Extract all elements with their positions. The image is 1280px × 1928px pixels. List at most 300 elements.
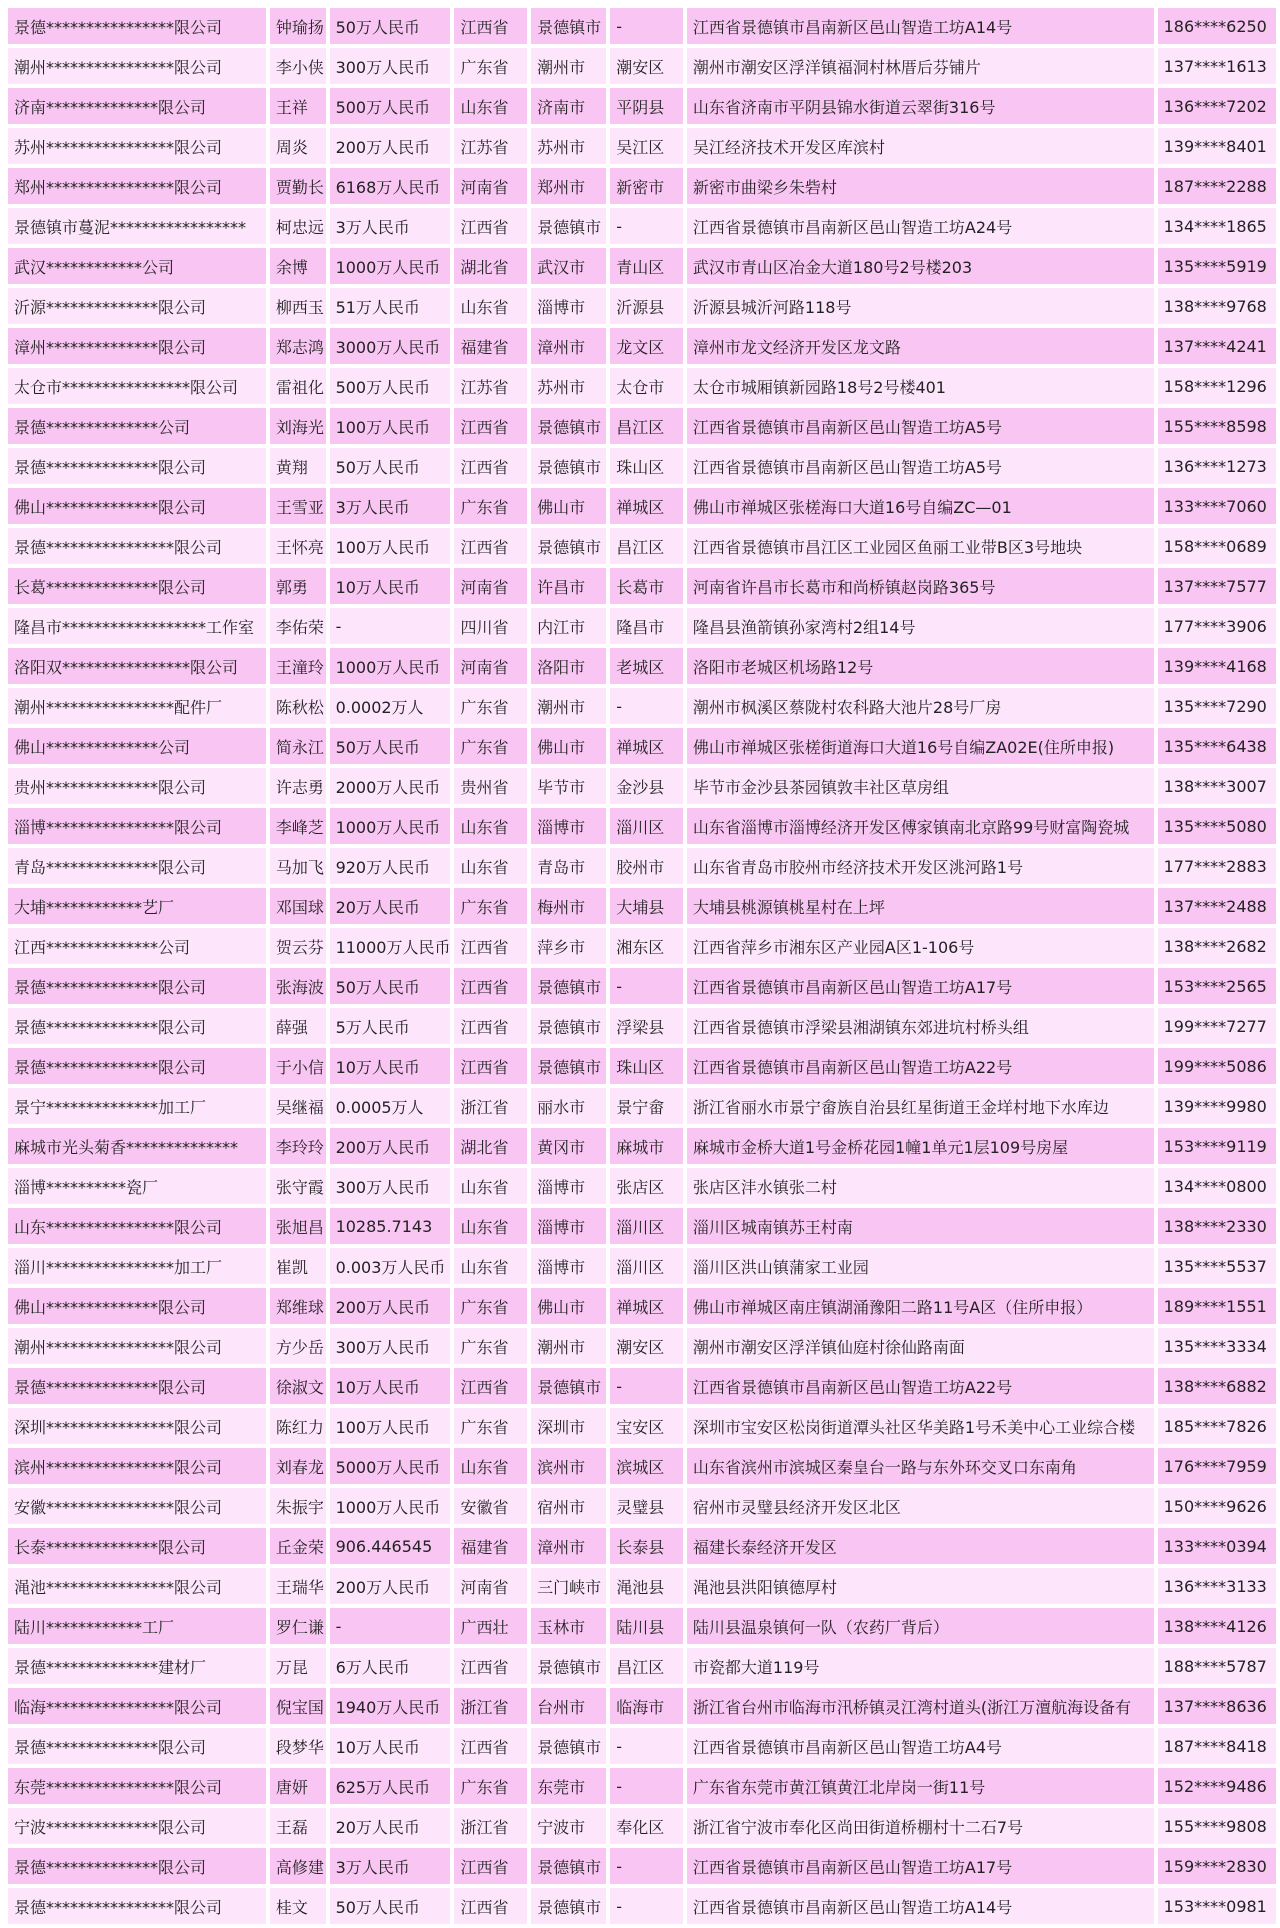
company-name-cell: 山东****************限公司 [8, 1208, 266, 1244]
province-cell: 山东省 [454, 288, 527, 324]
legal-rep-cell: 贺云芬 [270, 928, 326, 964]
district-cell: 青山区 [610, 248, 683, 284]
district-cell: 灵璧县 [610, 1488, 683, 1524]
legal-rep-cell: 张守霞 [270, 1168, 326, 1204]
company-name-cell: 淄博****************限公司 [8, 808, 266, 844]
company-name-cell: 郑州****************限公司 [8, 168, 266, 204]
district-cell: 陆川县 [610, 1608, 683, 1644]
district-cell: 昌江区 [610, 1648, 683, 1684]
district-cell: 浮梁县 [610, 1008, 683, 1044]
phone-cell: 133****7060 [1158, 488, 1276, 524]
district-cell: 渑池县 [610, 1568, 683, 1604]
district-cell: - [610, 8, 683, 44]
province-cell: 广东省 [454, 48, 527, 84]
province-cell: 广东省 [454, 1408, 527, 1444]
district-cell: 奉化区 [610, 1808, 683, 1844]
city-cell: 黄冈市 [531, 1128, 606, 1164]
province-cell: 江西省 [454, 1008, 527, 1044]
company-name-cell: 贵州**************限公司 [8, 768, 266, 804]
legal-rep-cell: 刘海光 [270, 408, 326, 444]
city-cell: 潮州市 [531, 1328, 606, 1364]
city-cell: 淄博市 [531, 288, 606, 324]
province-cell: 山东省 [454, 1448, 527, 1484]
phone-cell: 153****0981 [1158, 1888, 1276, 1924]
address-cell: 江西省景德镇市昌南新区邑山智造工坊A5号 [687, 448, 1154, 484]
district-cell: 昌江区 [610, 408, 683, 444]
table-row [8, 1688, 1276, 1724]
phone-cell: 139****8401 [1158, 128, 1276, 164]
city-cell: 景德镇市 [531, 1368, 606, 1404]
company-name-cell: 潮州****************配件厂 [8, 688, 266, 724]
address-cell: 太仓市城厢镇新园路18号2号楼401 [687, 368, 1154, 404]
province-cell: 广东省 [454, 1288, 527, 1324]
province-cell: 河南省 [454, 1568, 527, 1604]
phone-cell: 137****8636 [1158, 1688, 1276, 1724]
registered-capital-cell: 0.0005万人 [330, 1088, 451, 1124]
district-cell: 禅城区 [610, 728, 683, 764]
city-cell: 景德镇市 [531, 408, 606, 444]
address-cell: 佛山市禅城区张槎街道海口大道16号自编ZA02E(住所申报) [687, 728, 1154, 764]
district-cell: 珠山区 [610, 448, 683, 484]
company-name-cell: 景德****************限公司 [8, 8, 266, 44]
table-row [8, 1888, 1276, 1924]
legal-rep-cell: 薛强 [270, 1008, 326, 1044]
district-cell: - [610, 1768, 683, 1804]
registered-capital-cell: 3万人民币 [330, 1848, 451, 1884]
address-cell: 潮州市潮安区浮洋镇福洞村林厝后芬铺片 [687, 48, 1154, 84]
company-name-cell: 景宁**************加工厂 [8, 1088, 266, 1124]
registered-capital-cell: 10万人民币 [330, 1368, 451, 1404]
registered-capital-cell: 10万人民币 [330, 568, 451, 604]
address-cell: 江西省景德镇市昌南新区邑山智造工坊A14号 [687, 8, 1154, 44]
province-cell: 山东省 [454, 848, 527, 884]
phone-cell: 155****8598 [1158, 408, 1276, 444]
province-cell: 福建省 [454, 1528, 527, 1564]
registered-capital-cell: 300万人民币 [330, 48, 451, 84]
province-cell: 江西省 [454, 928, 527, 964]
legal-rep-cell: 贾勤长 [270, 168, 326, 204]
phone-cell: 138****6882 [1158, 1368, 1276, 1404]
table-row [8, 1368, 1276, 1404]
district-cell: 淄川区 [610, 1248, 683, 1284]
company-name-cell: 宁波**************限公司 [8, 1808, 266, 1844]
registered-capital-cell: 6168万人民币 [330, 168, 451, 204]
table-row [8, 1088, 1276, 1124]
city-cell: 台州市 [531, 1688, 606, 1724]
province-cell: 湖北省 [454, 248, 527, 284]
company-name-cell: 滨州****************限公司 [8, 1448, 266, 1484]
table-row [8, 408, 1276, 444]
registered-capital-cell: 1000万人民币 [330, 808, 451, 844]
address-cell: 江西省景德镇市昌江区工业园区鱼丽工业带B区3号地块 [687, 528, 1154, 564]
city-cell: 景德镇市 [531, 8, 606, 44]
province-cell: 江西省 [454, 1728, 527, 1764]
table-row [8, 488, 1276, 524]
province-cell: 浙江省 [454, 1688, 527, 1724]
address-cell: 漳州市龙文经济开发区龙文路 [687, 328, 1154, 364]
province-cell: 江西省 [454, 208, 527, 244]
phone-cell: 153****2565 [1158, 968, 1276, 1004]
address-cell: 宿州市灵璧县经济开发区北区 [687, 1488, 1154, 1524]
registered-capital-cell: 500万人民币 [330, 368, 451, 404]
phone-cell: 189****1551 [1158, 1288, 1276, 1324]
registered-capital-cell: 3000万人民币 [330, 328, 451, 364]
district-cell: 新密市 [610, 168, 683, 204]
district-cell: 潮安区 [610, 48, 683, 84]
address-cell: 江西省景德镇市昌南新区邑山智造工坊A22号 [687, 1048, 1154, 1084]
district-cell: 大埔县 [610, 888, 683, 924]
registered-capital-cell: 3万人民币 [330, 208, 451, 244]
legal-rep-cell: 钟瑜扬 [270, 8, 326, 44]
province-cell: 山东省 [454, 808, 527, 844]
table-row [8, 1328, 1276, 1364]
phone-cell: 138****3007 [1158, 768, 1276, 804]
registered-capital-cell: 10万人民币 [330, 1048, 451, 1084]
legal-rep-cell: 周炎 [270, 128, 326, 164]
phone-cell: 137****1613 [1158, 48, 1276, 84]
city-cell: 潮州市 [531, 688, 606, 724]
table-row [8, 1808, 1276, 1844]
district-cell: - [610, 968, 683, 1004]
province-cell: 湖北省 [454, 1128, 527, 1164]
city-cell: 漳州市 [531, 1528, 606, 1564]
legal-rep-cell: 王祥 [270, 88, 326, 124]
city-cell: 宿州市 [531, 1488, 606, 1524]
phone-cell: 137****4241 [1158, 328, 1276, 364]
phone-cell: 136****1273 [1158, 448, 1276, 484]
phone-cell: 199****7277 [1158, 1008, 1276, 1044]
province-cell: 河南省 [454, 648, 527, 684]
district-cell: 平阴县 [610, 88, 683, 124]
city-cell: 宁波市 [531, 1808, 606, 1844]
address-cell: 江西省景德镇市昌南新区邑山智造工坊A14号 [687, 1888, 1154, 1924]
legal-rep-cell: 罗仁谦 [270, 1608, 326, 1644]
legal-rep-cell: 刘春龙 [270, 1448, 326, 1484]
city-cell: 内江市 [531, 608, 606, 644]
address-cell: 江西省景德镇市昌南新区邑山智造工坊A5号 [687, 408, 1154, 444]
city-cell: 景德镇市 [531, 1648, 606, 1684]
registered-capital-cell: 50万人民币 [330, 1888, 451, 1924]
company-name-cell: 景德**************限公司 [8, 968, 266, 1004]
registered-capital-cell: 920万人民币 [330, 848, 451, 884]
table-row [8, 928, 1276, 964]
city-cell: 漳州市 [531, 328, 606, 364]
district-cell: 淄川区 [610, 808, 683, 844]
legal-rep-cell: 唐妍 [270, 1768, 326, 1804]
district-cell: 太仓市 [610, 368, 683, 404]
address-cell: 市瓷都大道119号 [687, 1648, 1154, 1684]
address-cell: 山东省滨州市滨城区秦皇台一路与东外环交叉口东南角 [687, 1448, 1154, 1484]
address-cell: 沂源县城沂河路118号 [687, 288, 1154, 324]
registered-capital-cell: 50万人民币 [330, 448, 451, 484]
district-cell: 长泰县 [610, 1528, 683, 1564]
address-cell: 江西省景德镇市昌南新区邑山智造工坊A22号 [687, 1368, 1154, 1404]
district-cell: 老城区 [610, 648, 683, 684]
phone-cell: 139****9980 [1158, 1088, 1276, 1124]
city-cell: 景德镇市 [531, 208, 606, 244]
table-row [8, 1568, 1276, 1604]
city-cell: 许昌市 [531, 568, 606, 604]
phone-cell: 137****7577 [1158, 568, 1276, 604]
company-name-cell: 漳州**************限公司 [8, 328, 266, 364]
province-cell: 江西省 [454, 408, 527, 444]
city-cell: 淄博市 [531, 808, 606, 844]
legal-rep-cell: 简永江 [270, 728, 326, 764]
address-cell: 河南省许昌市长葛市和尚桥镇赵岗路365号 [687, 568, 1154, 604]
company-name-cell: 景德**************限公司 [8, 1728, 266, 1764]
legal-rep-cell: 李峰芝 [270, 808, 326, 844]
registered-capital-cell: 625万人民币 [330, 1768, 451, 1804]
address-cell: 淄川区洪山镇蒲家工业园 [687, 1248, 1154, 1284]
province-cell: 四川省 [454, 608, 527, 644]
company-name-cell: 景德**************建材厂 [8, 1648, 266, 1684]
address-cell: 深圳市宝安区松岗街道潭头社区华美路1号禾美中心工业综合楼 [687, 1408, 1154, 1444]
legal-rep-cell: 丘金荣 [270, 1528, 326, 1564]
company-name-cell: 渑池****************限公司 [8, 1568, 266, 1604]
table-row [8, 288, 1276, 324]
phone-cell: 137****2488 [1158, 888, 1276, 924]
registered-capital-cell: 2000万人民币 [330, 768, 451, 804]
legal-rep-cell: 陈红力 [270, 1408, 326, 1444]
address-cell: 佛山市禅城区张槎海口大道16号自编ZC—01 [687, 488, 1154, 524]
table-row [8, 1608, 1276, 1644]
phone-cell: 158****1296 [1158, 368, 1276, 404]
legal-rep-cell: 柯忠远 [270, 208, 326, 244]
legal-rep-cell: 许志勇 [270, 768, 326, 804]
phone-cell: 135****5080 [1158, 808, 1276, 844]
district-cell: 禅城区 [610, 488, 683, 524]
legal-rep-cell: 郑维球 [270, 1288, 326, 1324]
city-cell: 景德镇市 [531, 1848, 606, 1884]
table-row [8, 688, 1276, 724]
address-cell: 山东省济南市平阴县锦水街道云翠街316号 [687, 88, 1154, 124]
city-cell: 济南市 [531, 88, 606, 124]
legal-rep-cell: 郑志鸿 [270, 328, 326, 364]
company-name-cell: 大埔************艺厂 [8, 888, 266, 924]
phone-cell: 188****5787 [1158, 1648, 1276, 1684]
address-cell: 浙江省台州市临海市汛桥镇灵江湾村道头(浙江万澶航海设备有 [687, 1688, 1154, 1724]
district-cell: 沂源县 [610, 288, 683, 324]
registered-capital-cell: 50万人民币 [330, 968, 451, 1004]
registered-capital-cell: 906.446545 [330, 1528, 451, 1564]
district-cell: - [610, 208, 683, 244]
company-name-cell: 武汉************公司 [8, 248, 266, 284]
phone-cell: 135****5919 [1158, 248, 1276, 284]
registered-capital-cell: 1000万人民币 [330, 1488, 451, 1524]
phone-cell: 152****9486 [1158, 1768, 1276, 1804]
address-cell: 吴江经济技术开发区库滨村 [687, 128, 1154, 164]
address-cell: 浙江省宁波市奉化区尚田街道桥棚村十二石7号 [687, 1808, 1154, 1844]
phone-cell: 150****9626 [1158, 1488, 1276, 1524]
address-cell: 江西省景德镇市昌南新区邑山智造工坊A17号 [687, 968, 1154, 1004]
address-cell: 江西省景德镇市昌南新区邑山智造工坊A17号 [687, 1848, 1154, 1884]
legal-rep-cell: 王潼玲 [270, 648, 326, 684]
table-row [8, 1848, 1276, 1884]
district-cell: - [610, 688, 683, 724]
legal-rep-cell: 邓国球 [270, 888, 326, 924]
legal-rep-cell: 于小信 [270, 1048, 326, 1084]
company-name-cell: 景德****************限公司 [8, 528, 266, 564]
registered-capital-cell: 3万人民币 [330, 488, 451, 524]
phone-cell: 138****9768 [1158, 288, 1276, 324]
table-row [8, 1528, 1276, 1564]
table-row [8, 328, 1276, 364]
phone-cell: 133****0394 [1158, 1528, 1276, 1564]
province-cell: 贵州省 [454, 768, 527, 804]
legal-rep-cell: 郭勇 [270, 568, 326, 604]
district-cell: 淄川区 [610, 1208, 683, 1244]
address-cell: 福建长泰经济开发区 [687, 1528, 1154, 1564]
address-cell: 江西省景德镇市昌南新区邑山智造工坊A4号 [687, 1728, 1154, 1764]
company-name-cell: 景德**************限公司 [8, 448, 266, 484]
address-cell: 陆川县温泉镇何一队（农药厂背后） [687, 1608, 1154, 1644]
registered-capital-cell: 300万人民币 [330, 1328, 451, 1364]
province-cell: 山东省 [454, 88, 527, 124]
legal-rep-cell: 王雪亚 [270, 488, 326, 524]
district-cell: - [610, 1728, 683, 1764]
district-cell: 珠山区 [610, 1048, 683, 1084]
address-cell: 淄川区城南镇苏王村南 [687, 1208, 1154, 1244]
legal-rep-cell: 柳西玉 [270, 288, 326, 324]
legal-rep-cell: 万昆 [270, 1648, 326, 1684]
phone-cell: 185****7826 [1158, 1408, 1276, 1444]
company-name-cell: 景德****************限公司 [8, 1888, 266, 1924]
table-row [8, 1008, 1276, 1044]
registered-capital-cell: 1000万人民币 [330, 648, 451, 684]
table-row [8, 1248, 1276, 1284]
company-name-cell: 麻城市光头菊香************** [8, 1128, 266, 1164]
table-row [8, 248, 1276, 284]
legal-rep-cell: 黄翔 [270, 448, 326, 484]
city-cell: 淄博市 [531, 1248, 606, 1284]
company-name-cell: 佛山**************公司 [8, 728, 266, 764]
city-cell: 郑州市 [531, 168, 606, 204]
address-cell: 山东省青岛市胶州市经济技术开发区洮河路1号 [687, 848, 1154, 884]
table-row [8, 768, 1276, 804]
district-cell: 吴江区 [610, 128, 683, 164]
city-cell: 景德镇市 [531, 1888, 606, 1924]
province-cell: 江西省 [454, 968, 527, 1004]
registered-capital-cell: - [330, 608, 451, 644]
district-cell: - [610, 1368, 683, 1404]
district-cell: 龙文区 [610, 328, 683, 364]
company-name-cell: 淄博**********瓷厂 [8, 1168, 266, 1204]
registered-capital-cell: 100万人民币 [330, 408, 451, 444]
table-row [8, 1768, 1276, 1804]
company-name-cell: 济南**************限公司 [8, 88, 266, 124]
table-row [8, 1488, 1276, 1524]
table-row [8, 1288, 1276, 1324]
legal-rep-cell: 雷祖化 [270, 368, 326, 404]
district-cell: 湘东区 [610, 928, 683, 964]
city-cell: 苏州市 [531, 128, 606, 164]
phone-cell: 138****4126 [1158, 1608, 1276, 1644]
province-cell: 广东省 [454, 888, 527, 924]
table-row [8, 848, 1276, 884]
province-cell: 河南省 [454, 168, 527, 204]
district-cell: 滨城区 [610, 1448, 683, 1484]
province-cell: 江西省 [454, 1888, 527, 1924]
registered-capital-cell: 50万人民币 [330, 8, 451, 44]
district-cell: 景宁畲 [610, 1088, 683, 1124]
phone-cell: 176****7959 [1158, 1448, 1276, 1484]
company-name-cell: 隆昌市******************工作室 [8, 608, 266, 644]
table-body [8, 8, 1276, 1924]
table-row [8, 808, 1276, 844]
legal-rep-cell: 王瑞华 [270, 1568, 326, 1604]
address-cell: 毕节市金沙县茶园镇敦丰社区草房组 [687, 768, 1154, 804]
table-row [8, 728, 1276, 764]
district-cell: 张店区 [610, 1168, 683, 1204]
phone-cell: 136****7202 [1158, 88, 1276, 124]
legal-rep-cell: 王磊 [270, 1808, 326, 1844]
company-name-cell: 长葛**************限公司 [8, 568, 266, 604]
city-cell: 淄博市 [531, 1168, 606, 1204]
legal-rep-cell: 李玲玲 [270, 1128, 326, 1164]
table-row [8, 648, 1276, 684]
province-cell: 河南省 [454, 568, 527, 604]
company-name-cell: 东莞****************限公司 [8, 1768, 266, 1804]
district-cell: 隆昌市 [610, 608, 683, 644]
registered-capital-cell: 5万人民币 [330, 1008, 451, 1044]
company-name-cell: 安徽****************限公司 [8, 1488, 266, 1524]
district-cell: 胶州市 [610, 848, 683, 884]
legal-rep-cell: 高修建 [270, 1848, 326, 1884]
province-cell: 江西省 [454, 8, 527, 44]
phone-cell: 159****2830 [1158, 1848, 1276, 1884]
table-row [8, 968, 1276, 1004]
district-cell: 潮安区 [610, 1328, 683, 1364]
province-cell: 江西省 [454, 1848, 527, 1884]
address-cell: 江西省景德镇市昌南新区邑山智造工坊A24号 [687, 208, 1154, 244]
registered-capital-cell: 11000万人民币 [330, 928, 451, 964]
registered-capital-cell: 20万人民币 [330, 1808, 451, 1844]
province-cell: 广东省 [454, 1768, 527, 1804]
registered-capital-cell: 200万人民币 [330, 1288, 451, 1324]
city-cell: 玉林市 [531, 1608, 606, 1644]
company-name-cell: 景德镇市蔓泥***************** [8, 208, 266, 244]
address-cell: 洛阳市老城区机场路12号 [687, 648, 1154, 684]
phone-cell: 199****5086 [1158, 1048, 1276, 1084]
phone-cell: 177****2883 [1158, 848, 1276, 884]
address-cell: 麻城市金桥大道1号金桥花园1幢1单元1层109号房屋 [687, 1128, 1154, 1164]
city-cell: 景德镇市 [531, 528, 606, 564]
province-cell: 江苏省 [454, 128, 527, 164]
phone-cell: 134****1865 [1158, 208, 1276, 244]
city-cell: 佛山市 [531, 1288, 606, 1324]
company-name-cell: 长泰**************限公司 [8, 1528, 266, 1564]
company-name-cell: 潮州****************限公司 [8, 48, 266, 84]
city-cell: 苏州市 [531, 368, 606, 404]
phone-cell: 134****0800 [1158, 1168, 1276, 1204]
legal-rep-cell: 崔凯 [270, 1248, 326, 1284]
table-row [8, 48, 1276, 84]
legal-rep-cell: 徐淑文 [270, 1368, 326, 1404]
city-cell: 毕节市 [531, 768, 606, 804]
city-cell: 淄博市 [531, 1208, 606, 1244]
registered-capital-cell: 0.0002万人 [330, 688, 451, 724]
address-cell: 佛山市禅城区南庄镇湖涌豫阳二路11号A区（住所申报） [687, 1288, 1154, 1324]
city-cell: 景德镇市 [531, 1008, 606, 1044]
phone-cell: 186****6250 [1158, 8, 1276, 44]
company-name-cell: 淄川****************加工厂 [8, 1248, 266, 1284]
registered-capital-cell: - [330, 1608, 451, 1644]
table-row [8, 1648, 1276, 1684]
address-cell: 浙江省丽水市景宁畲族自治县红星街道王金垟村地下水库边 [687, 1088, 1154, 1124]
address-cell: 新密市曲梁乡朱砦村 [687, 168, 1154, 204]
company-name-cell: 沂源**************限公司 [8, 288, 266, 324]
city-cell: 洛阳市 [531, 648, 606, 684]
